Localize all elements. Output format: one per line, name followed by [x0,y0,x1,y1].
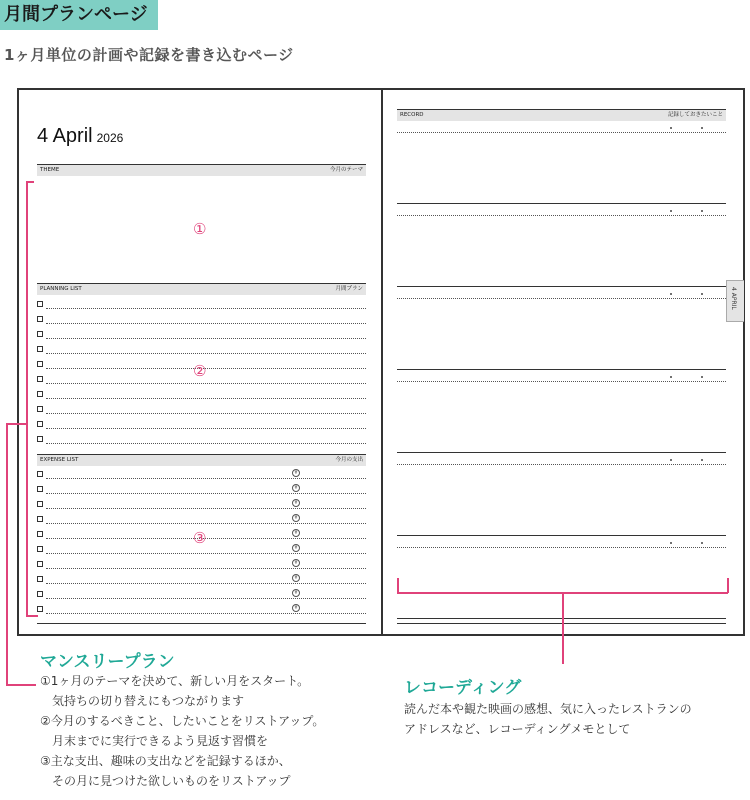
expense-line [46,553,366,554]
expense-checkbox[interactable] [37,576,43,582]
record-dotted-line [397,464,726,465]
planning-line [46,353,366,354]
record-dotted-line [397,132,726,133]
planner-spread [17,88,745,636]
record-date-dot [701,376,703,378]
record-bracket-left [397,578,399,593]
expense-checkbox[interactable] [37,486,43,492]
marker-three: ③ [193,529,207,547]
expense-line [46,613,366,614]
yen-icon: ¥ [292,514,300,522]
yen-icon: ¥ [292,574,300,582]
marker-one: ① [193,220,207,238]
recording-description [404,699,692,739]
record-dotted-line [397,215,726,216]
monthly-plan-line: 気持ちの切り替えにもつながります [40,694,245,708]
planning-label: PLANNING LIST [40,286,82,292]
month-index-tab[interactable] [726,280,744,322]
expense-checkbox[interactable] [37,606,43,612]
expense-line [46,598,366,599]
marker-two: ② [193,362,207,380]
record-bracket-right [727,578,729,593]
theme-header [37,164,366,176]
planning-checkbox[interactable] [37,346,43,352]
year: 2026 [96,131,124,145]
month-title [37,125,123,148]
planning-checkbox[interactable] [37,361,43,367]
expense-line [46,493,366,494]
record-date-dot [670,210,672,212]
planning-line [46,383,366,384]
planning-checkbox[interactable] [37,406,43,412]
planning-checkbox[interactable] [37,316,43,322]
record-divider [397,452,726,453]
monthly-plan-description [40,671,324,791]
record-date-dot [701,293,703,295]
record-label-jp: 記録しておきたいこと [667,112,723,118]
expense-checkbox[interactable] [37,531,43,537]
monthly-plan-line: その月に見つけた欲しいものをリストアップ [40,774,291,788]
expense-checkbox[interactable] [37,591,43,597]
connector-to-text [6,684,36,686]
record-label: RECORD [400,112,424,118]
expense-line [46,508,366,509]
planning-checkbox[interactable] [37,421,43,427]
planning-line [46,323,366,324]
expense-line [46,568,366,569]
recording-line: アドレスなど、レコーディングメモとして [404,722,631,736]
recording-title: レコーディング [404,678,522,698]
planning-checkbox[interactable] [37,376,43,382]
record-bracket-stem [562,592,564,664]
yen-icon: ¥ [292,604,300,612]
expense-checkbox[interactable] [37,501,43,507]
planning-label-jp: 月間プラン [335,286,363,292]
bracket-bottom-tick [26,615,38,617]
monthly-plan-line: ①1ヶ月のテーマを決めて、新しい月をスタート。 [40,674,310,688]
theme-label: THEME [40,167,60,173]
month-number: 4 [37,125,49,147]
planning-header [37,283,366,295]
connector-horizontal [6,423,27,425]
yen-icon: ¥ [292,559,300,567]
recording-line: 読んだ本や観た映画の感想、気に入ったレストランの [404,702,692,716]
expense-checkbox[interactable] [37,546,43,552]
record-date-dot [670,542,672,544]
yen-icon: ¥ [292,499,300,507]
bracket-vertical [26,181,28,616]
yen-icon: ¥ [292,484,300,492]
expense-line [46,478,366,479]
left-page-bottom-rule [37,623,366,624]
expense-checkbox[interactable] [37,561,43,567]
expense-label-jp: 今月の支出 [335,457,363,463]
monthly-plan-line: ②今月のするべきこと、したいことをリストアップ。 [40,714,325,728]
planning-checkbox[interactable] [37,331,43,337]
record-date-dot [701,459,703,461]
record-date-dot [670,127,672,129]
expense-checkbox[interactable] [37,471,43,477]
connector-vertical [6,423,8,685]
record-date-dot [670,459,672,461]
record-dotted-line [397,298,726,299]
month-name: April [52,125,93,147]
record-date-dot [670,293,672,295]
record-date-dot [670,376,672,378]
record-divider [397,203,726,204]
record-date-dot [701,127,703,129]
planning-checkbox[interactable] [37,436,43,442]
monthly-plan-line: 月末までに実行できるよう見返す習慣を [40,734,269,748]
planning-line [46,413,366,414]
yen-icon: ¥ [292,529,300,537]
planner-spine [381,90,383,634]
planning-line [46,308,366,309]
expense-line [46,523,366,524]
record-header [397,109,726,121]
record-divider [397,286,726,287]
theme-label-jp: 今月のテーマ [329,167,363,173]
planning-line [46,428,366,429]
record-date-dot [701,542,703,544]
page-subtitle: 1ヶ月単位の計画や記録を書き込むページ [4,46,294,64]
monthly-plan-line: ③主な支出、趣味の支出などを記録するほか、 [40,754,291,768]
month-index-label: 4 APRIL [730,287,737,310]
planning-line [46,338,366,339]
record-divider [397,369,726,370]
record-divider [397,535,726,536]
yen-icon: ¥ [292,469,300,477]
planning-checkbox[interactable] [37,391,43,397]
planning-checkbox[interactable] [37,301,43,307]
planning-line [46,443,366,444]
yen-icon: ¥ [292,544,300,552]
record-date-dot [701,210,703,212]
expense-line [46,583,366,584]
record-dotted-line [397,547,726,548]
record-dotted-line [397,381,726,382]
expense-header [37,454,366,466]
page-header: 月間プランページ [0,0,158,30]
planning-line [46,398,366,399]
yen-icon: ¥ [292,589,300,597]
expense-checkbox[interactable] [37,516,43,522]
monthly-plan-title: マンスリープラン [40,652,175,672]
expense-label: EXPENSE LIST [40,457,79,463]
